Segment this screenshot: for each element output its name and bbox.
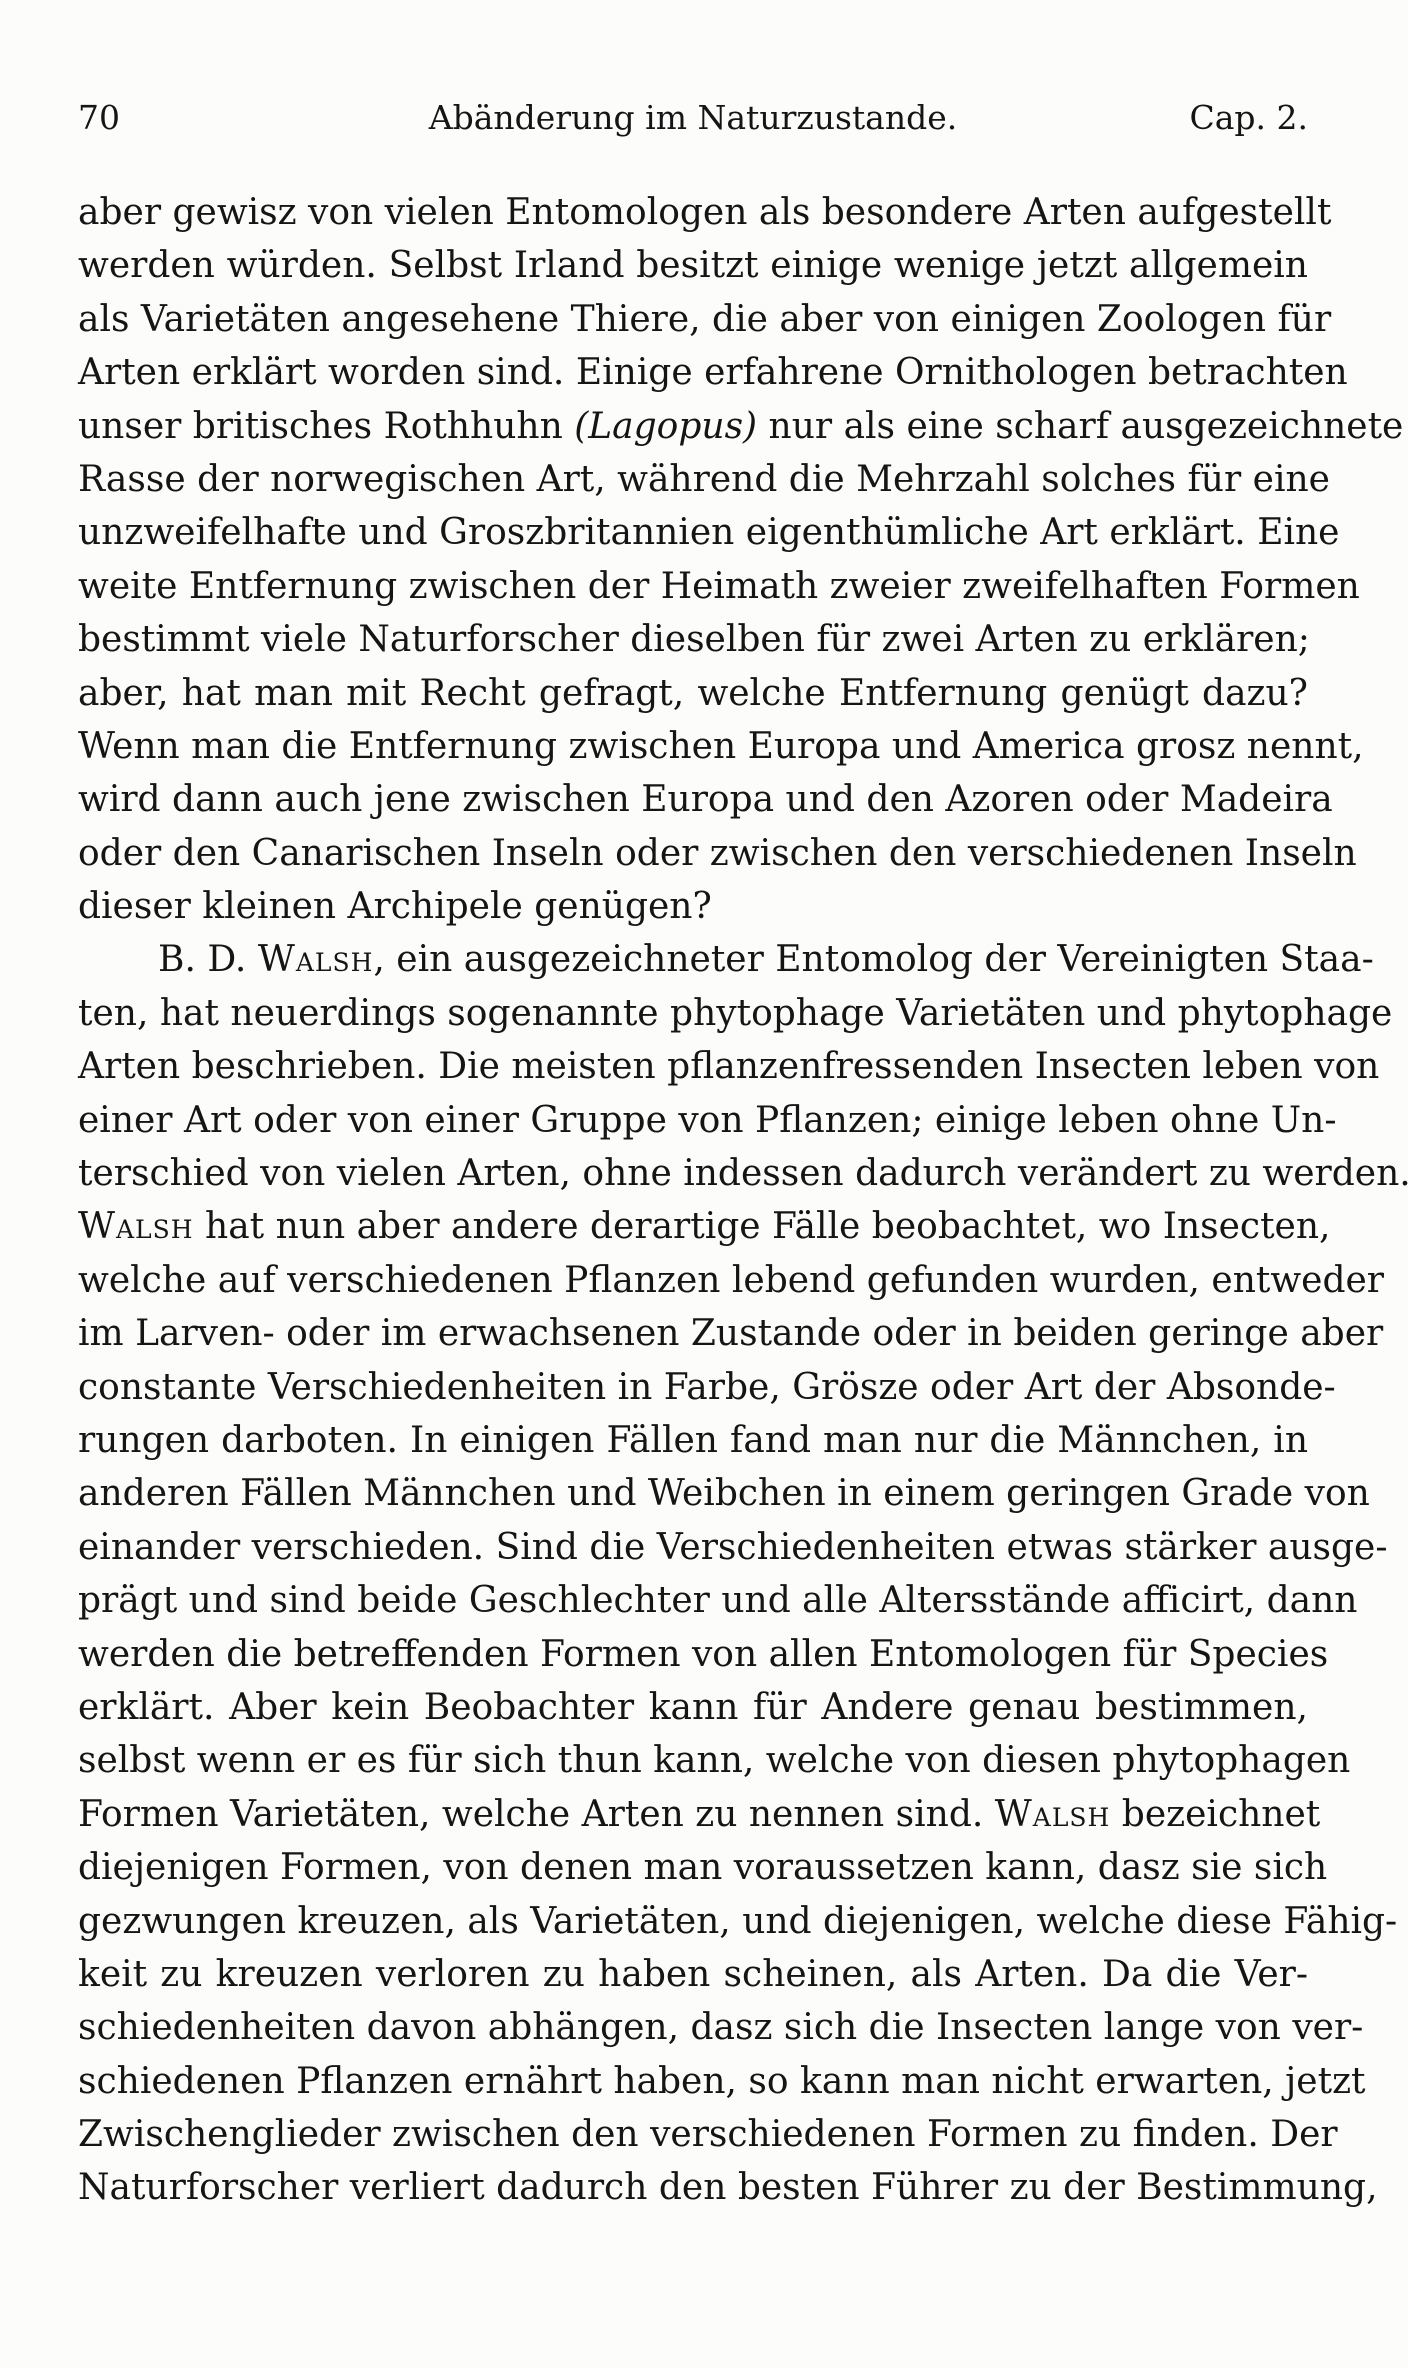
- text-line: Arten erklärt worden sind. Einige erfahrene Ornithologen betrachten: [78, 352, 1348, 394]
- author-name: Walsh: [78, 1206, 194, 1248]
- text-line: keit zu kreuzen verloren zu haben scheinen, als Arten. Da die Ver-: [78, 1953, 1308, 1995]
- text-line: unzweifelhafte und Groszbritannien eigenthümliche Art erklärt. Eine: [78, 512, 1340, 554]
- text-line: aber gewisz von vielen Entomologen als besondere Arten aufgestellt: [78, 192, 1332, 233]
- text-line: Walsh hat nun aber andere derartige Fälle beobachtet, wo Insecten,: [78, 1206, 1331, 1248]
- text-line: welche auf verschiedenen Pflanzen lebend gefunden wurden, entweder: [78, 1259, 1385, 1301]
- text-line: Zwischenglieder zwischen den verschiedenen Formen zu finden. Der: [78, 2114, 1338, 2156]
- text-line: prägt und sind beide Geschlechter und alle Altersstände afficirt, dann: [78, 1580, 1358, 1622]
- text-line: B. D. Walsh, ein ausgezeichneter Entomolog der Vereinigten Staa-: [158, 939, 1374, 981]
- text-line: anderen Fällen Männchen und Weibchen in einem geringen Grade von: [78, 1473, 1370, 1515]
- text-line: im Larven- oder im erwachsenen Zustande oder in beiden geringe aber: [78, 1313, 1384, 1355]
- italic-term: (Lagopus): [574, 405, 758, 447]
- text-line: werden würden. Selbst Irland besitzt einige wenige jetzt allgemein: [78, 245, 1308, 287]
- paragraph: [78, 186, 1404, 933]
- paragraph: [78, 933, 1411, 2214]
- text-line: werden die betreffenden Formen von allen Entomologen für Species: [78, 1633, 1329, 1675]
- text-line: Naturforscher verliert dadurch den besten Führer zu der Bestimmung,: [78, 2167, 1378, 2209]
- text-line: ten, hat neuerdings sogenannte phytophage Varietäten und phytophage: [78, 992, 1393, 1034]
- text-line: diejenigen Formen, von denen man voraussetzen kann, dasz sie sich: [78, 1847, 1328, 1889]
- text-line: als Varietäten angesehene Thiere, die aber von einigen Zoologen für: [78, 298, 1332, 340]
- text-line: schiedenheiten davon abhängen, dasz sich die Insecten lange von ver-: [78, 2007, 1364, 2049]
- text-line: rungen darboten. In einigen Fällen fand man nur die Männchen, in: [78, 1419, 1308, 1461]
- author-name: Walsh: [994, 1793, 1111, 1835]
- text-line: schiedenen Pflanzen ernährt haben, so kann man nicht erwarten, jetzt: [78, 2060, 1366, 2102]
- text-line: Formen Varietäten, welche Arten zu nennen sind. Walsh bezeichnet: [78, 1793, 1321, 1835]
- text-line: dieser kleinen Archipele genügen?: [78, 886, 712, 928]
- running-title: Abänderung im Naturzustande.: [428, 98, 958, 137]
- body-text: [78, 186, 1411, 2215]
- text-line: selbst wenn er es für sich thun kann, welche von diesen phytophagen: [78, 1740, 1351, 1782]
- text-line: wird dann auch jene zwischen Europa und den Azoren oder Madeira: [78, 779, 1333, 821]
- text-line: erklärt. Aber kein Beobachter kann für Andere genau bestimmen,: [78, 1686, 1308, 1728]
- text-line: unser britisches Rothhuhn (Lagopus) nur als eine scharf ausgezeichnete: [78, 405, 1404, 447]
- text-line: oder den Canarischen Inseln oder zwischen den verschiedenen Inseln: [78, 832, 1357, 874]
- text-line: Arten beschrieben. Die meisten pflanzenfressenden Insecten leben von: [78, 1046, 1380, 1088]
- text-line: gezwungen kreuzen, als Varietäten, und diejenigen, welche diese Fähig-: [78, 1900, 1398, 1942]
- text-line: constante Verschiedenheiten in Farbe, Grösze oder Art der Absonde-: [78, 1366, 1336, 1408]
- author-name: Walsh: [257, 939, 374, 981]
- chapter-label: Cap. 2.: [1189, 98, 1308, 137]
- page-number: 70: [78, 98, 120, 137]
- text-line: terschied von vielen Arten, ohne indessen dadurch verändert zu werden.: [78, 1153, 1411, 1195]
- text-line: bestimmt viele Naturforscher dieselben für zwei Arten zu erklären;: [78, 619, 1310, 661]
- text-line: Wenn man die Entfernung zwischen Europa und America grosz nennt,: [78, 725, 1364, 767]
- text-line: Rasse der norwegischen Art, während die Mehrzahl solches für eine: [78, 458, 1330, 500]
- running-header: [78, 98, 1308, 146]
- text-line: weite Entfernung zwischen der Heimath zweier zweifelhaften Formen: [78, 565, 1360, 607]
- text-line: einer Art oder von einer Gruppe von Pflanzen; einige leben ohne Un-: [78, 1099, 1337, 1141]
- text-line: aber, hat man mit Recht gefragt, welche Entfernung genügt dazu?: [78, 672, 1308, 714]
- text-line: einander verschieden. Sind die Verschiedenheiten etwas stärker ausge-: [78, 1526, 1388, 1568]
